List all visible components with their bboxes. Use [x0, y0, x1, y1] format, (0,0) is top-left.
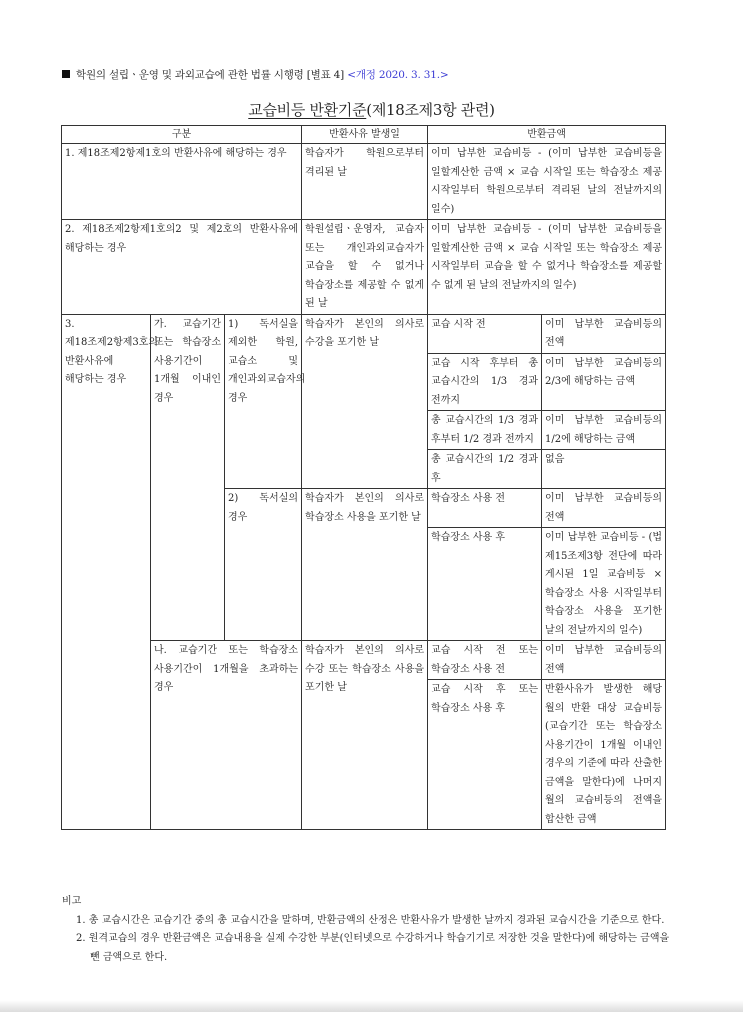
r3-ga-s2-occurrence: 학습자가 본인의 의사로 학습장소 사용을 포기한 날 — [302, 489, 428, 641]
table-row — [62, 641, 666, 680]
timing-cell: 총 교습시간의 1/2 경과 후 — [428, 450, 542, 489]
timing-cell: 총 교습시간의 1/3 경과 후부터 1/2 경과 전까지 — [428, 411, 542, 450]
table-row — [62, 314, 666, 353]
amount-cell: 이미 납부한 교습비등의 전액 — [542, 641, 666, 680]
title-main: 교습비등 반환기준 — [248, 101, 367, 119]
amount-cell: 이미 납부한 교습비등 - (법 제15조제3항 전단에 따라 게시된 1일 교습비등 × 학습장소 사용 시작일부터 학습장소 사용을 포기한 날의 전날까지의 일수) — [542, 528, 666, 641]
amount-cell: 이미 납부한 교습비등의 전액 — [542, 489, 666, 528]
page-bottom-edge — [0, 1000, 743, 1012]
r3-na-label: 나. 교습기간 또는 학습장소 사용기간이 1개월을 초과하는 경우 — [151, 641, 302, 830]
title-sub: (제18조제3항 관련) — [366, 101, 495, 119]
timing-cell: 교습 시작 후 또는 학습장소 사용 후 — [428, 680, 542, 830]
refund-criteria-table — [61, 125, 666, 830]
r3-ga-s2-label: 2) 독서실의 경우 — [225, 489, 302, 641]
timing-cell: 학습장소 사용 후 — [428, 528, 542, 641]
r1-category: 1. 제18조제2항제1호의 반환사유에 해당하는 경우 — [62, 144, 302, 220]
r3-ga-s1-label: 1) 독서실을 제외한 학원, 교습소 및 개인과외교습자의 경우 — [225, 314, 302, 489]
notes-section — [62, 893, 672, 967]
notes-heading: 비고 — [62, 896, 82, 907]
header-amount: 반환금액 — [428, 126, 666, 144]
header-occurrence: 반환사유 발생일 — [302, 126, 428, 144]
timing-cell: 교습 시작 전 — [428, 314, 542, 353]
note-item: 1. 총 교습시간은 교습기간 중의 총 교습시간을 말하며, 반환금액의 산정은 반환사유가 발생한 날까지 경과된 교습시간을 기준으로 한다. — [76, 914, 665, 926]
r3-ga-s1-occurrence: 학습자가 본인의 의사로 수강을 포기한 날 — [302, 314, 428, 489]
timing-cell: 학습장소 사용 전 — [428, 489, 542, 528]
r2-occurrence: 학원설립ㆍ운영자, 교습자 또는 개인과외교습자가 교습을 할 수 없거나 학습장소를 제공할 수 없게 된 날 — [302, 220, 428, 315]
table-header-row — [62, 126, 666, 144]
r2-category: 2. 제18조제2항제1호의2 및 제2호의 반환사유에 해당하는 경우 — [62, 220, 302, 315]
amendment-link[interactable]: <개정 2020. 3. 31.> — [347, 69, 449, 81]
timing-cell: 교습 시작 후부터 총 교습시간의 1/3 경과 전까지 — [428, 353, 542, 411]
square-bullet-icon — [62, 70, 70, 78]
note-item: 2. 원격교습의 경우 반환금액은 교습내용을 실제 수강한 부분(인터넷으로 수강하거나 학습기기로 저장한 것을 말한다)에 해당하는 금액을 뺀 금액으로 한다. — [76, 933, 670, 963]
amount-cell: 이미 납부한 교습비등의 2/3에 해당하는 금액 — [542, 353, 666, 411]
r1-amount: 이미 납부한 교습비등 - (이미 납부한 교습비등을 일할계산한 금액 × 교습 시작일 또는 학습장소 제공 시작일부터 학원으로부터 격리된 날의 전날까지의 일수) — [428, 144, 666, 220]
r3-na-occurrence: 학습자가 본인의 의사로 수강 또는 학습장소 사용을 포기한 날 — [302, 641, 428, 830]
document-title — [0, 99, 743, 120]
r2-amount: 이미 납부한 교습비등 - (이미 납부한 교습비등을 일할계산한 금액 × 교습 시작일 또는 학습장소 제공 시작일부터 교습을 할 수 없거나 학습장소를 제공할 수 없게 된 날의 전날까지의 일수) — [428, 220, 666, 315]
table-row — [62, 220, 666, 315]
header-category: 구분 — [62, 126, 302, 144]
r3-category: 3. 제18조제2항제3호의 반환사유에 해당하는 경우 — [62, 314, 151, 830]
header-text: 학원의 설립ㆍ운영 및 과외교습에 관한 법률 시행령 [별표 4] — [76, 69, 345, 81]
r1-occurrence: 학습자가 학원으로부터 격리된 날 — [302, 144, 428, 220]
table-row — [62, 144, 666, 220]
timing-cell: 교습 시작 전 또는 학습장소 사용 전 — [428, 641, 542, 680]
r3-ga-label: 가. 교습기간 또는 학습장소 사용기간이 1개월 이내인 경우 — [151, 314, 225, 641]
amount-cell: 이미 납부한 교습비등의 전액 — [542, 314, 666, 353]
amount-cell: 없음 — [542, 450, 666, 489]
document-header — [62, 67, 702, 82]
amount-cell: 이미 납부한 교습비등의 1/2에 해당하는 금액 — [542, 411, 666, 450]
amount-cell: 반환사유가 발생한 해당 월의 반환 대상 교습비등(교습기간 또는 학습장소 사용기간이 1개월 이내인 경우의 기준에 따라 산출한 금액을 말한다)에 나머지 월의 교습비등의 전액을 합산한 금액 — [542, 680, 666, 830]
